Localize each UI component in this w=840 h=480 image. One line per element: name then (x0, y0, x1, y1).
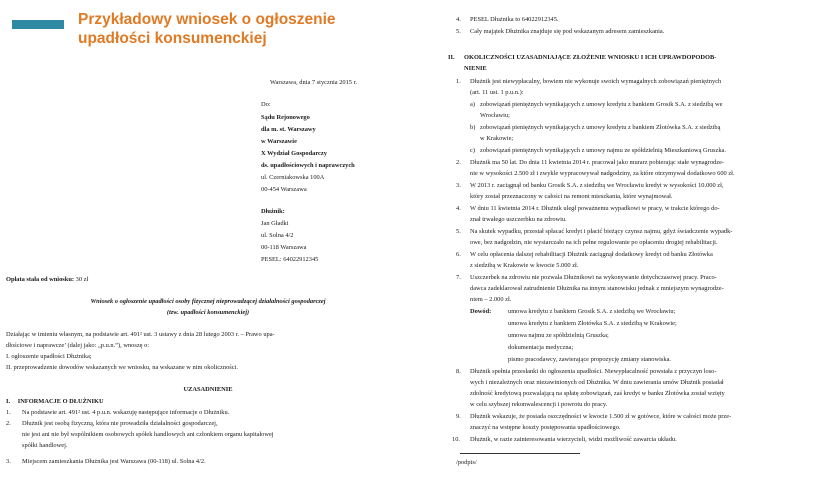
court-address: ul. Czerniakowska 100A (261, 174, 325, 181)
subpoint-text: zobowiązań pieniężnych wynikających z umowy najmu ze spółdzielnią Mieszkaniową Gruszka. (480, 147, 726, 154)
point-text: Cały majątek Dłużnika znajduje się pod wskazanym adresem zamieszkania. (470, 28, 665, 35)
request-item (6, 364, 238, 373)
intro-line: Działając w imieniu własnym, na podstawie art. 491² ust. 3 ustawy z dnia 28 lutego 2003 r. – Prawo upa- (6, 331, 275, 338)
point-text: W celu opłacenia dalszej rehabilitacji Dłużnik zaciągnął dodatkowy kredyt od banku Złotówka (470, 251, 713, 258)
wniosek-title: Wniosek o ogłoszenie upadłości osoby fizycznej nieprowadzącej działalności gospodarczej (90, 298, 326, 305)
point-text: Na skutek wypadku, przestał spłacać kredyt i płacić bieżący czynsz najmu, gdyż świadczenie wypadk- (470, 228, 733, 235)
point-number: 6. (456, 251, 461, 258)
court-line: X Wydział Gospodarczy (261, 150, 327, 157)
fee-line (6, 276, 88, 285)
point-number: 9. (456, 413, 461, 420)
point-text: W dniu 11 kwietnia 2014 r. Dłużnik uległ poważnemu wypadkowi w pracy, w trakcie którego do- (470, 205, 720, 212)
uzasadnienie-heading: UZASADNIENIE (183, 386, 233, 393)
signature-line (460, 453, 580, 454)
point-text: w celu szybszej rekonwalescencji i powrotu do pracy. (470, 401, 608, 408)
request-text: przeprowadzenie dowodów wskazanych we wniosku, na wskazane w nim okoliczności. (13, 364, 238, 371)
section-number: II. (448, 54, 455, 61)
to-label: Do: (261, 101, 271, 108)
court-line: w Warszawie (261, 138, 297, 145)
point-number: 5. (456, 228, 461, 235)
point-text: niem – 2.000 zł. (470, 296, 512, 303)
request-text: ogłoszenie upadłości Dłużnika; (11, 353, 92, 360)
debtor-line: PESEL: 64022912345 (261, 256, 319, 263)
point-number: 4. (456, 205, 461, 212)
point-number: 10. (452, 436, 460, 443)
point-text: dawca zadeklarował zatrudnienie Dłużnika na innym stanowisku jednak z mniejszym wynagrodze- (470, 285, 724, 292)
point-number: 8. (456, 368, 461, 375)
point-text: owe, bez nadgodzin, nie wystarczało na ich pełne regulowanie po opłaceniu drogiej rehabilitacji. (470, 239, 718, 246)
fee-value: 30 zł (75, 276, 89, 283)
subpoint-text: zobowiązań pieniężnych wynikających z umowy kredytu z bankiem Złotówka S.A. z siedzibą (480, 124, 721, 131)
request-number: I. (6, 353, 10, 360)
point-text: wych i niezależnych oraz niezawinionych od Dłużnika. W dniu zawierania umów Dłużnik posiadał (470, 379, 724, 386)
subpoint-letter: c) (470, 147, 475, 154)
point-text: Uszczerbek na zdrowiu nie pozwala Dłużnikowi na wykonywanie dotychczasowej pracy. Praco- (470, 274, 717, 281)
section-title: INFORMACJE O DŁUŻNIKU (17, 398, 104, 405)
intro-line: dłościowe i naprawcze’ (dalej jako: „p.u.n.”), wnoszę o: (6, 342, 150, 349)
subpoint-text: Wrocławiu; (480, 112, 510, 119)
point-text: Dłużnik wskazuje, że posiada oszczędności w kwocie 1.500 zł w gotówce, które w całości może prze- (470, 413, 732, 420)
point-number: 7. (456, 274, 461, 281)
point-text: z siedzibą w Krakowie w kwocie 5.000 zł. (470, 262, 579, 269)
point-text: nie w wysokości 2.500 zł i zwykle wypracowywał nadgodziny, za które otrzymywał dodatkowo 600 zł. (470, 170, 735, 177)
point-number: 3. (6, 458, 11, 465)
point-text: Dłużnik ma 50 lat. Do dnia 11 kwietnia 2014 r. pracował jako murarz pobierając stałe wynagrodze- (470, 159, 725, 166)
point-text: nie jest ani nie był wspólnikiem osobowych spółek handlowych ani członkiem organu kapitałowej (22, 431, 274, 438)
request-number: II. (6, 364, 12, 371)
evidence-item: umowa najmu ze spółdzielnią Gruszka; (508, 332, 609, 339)
court-address: 00-454 Warszawa (261, 186, 307, 193)
point-text: znaczyć na wstępne koszty postępowania upadłościowego. (470, 424, 621, 431)
section-title: NIENIE (464, 65, 487, 72)
debtor-line: ul. Solna 4/2 (261, 232, 294, 239)
point-text: (art. 11 ust. 1 p.u.n.): (470, 89, 524, 96)
point-text: spółki handlowej. (22, 442, 68, 449)
accent-bar (12, 20, 64, 29)
point-text: Dłużnik jest osobą fizyczną, która nie prowadziła działalności gospodarczej, (22, 420, 218, 427)
point-number: 5. (456, 28, 461, 35)
subpoint-text: zobowiązań pieniężnych wynikających z umowy kredytu z bankiem Grosik S.A. z siedzibą we (480, 101, 723, 108)
evidence-item: umowa kredytu z bankiem Złotówka S.A. z siedzibą w Krakowie; (508, 320, 677, 327)
point-text: Miejscem zamieszkania Dłużnika jest Warszawa (00-118) ul. Solna 4/2. (22, 458, 206, 465)
signature: /podpis/ (456, 459, 477, 466)
dowod-label: Dowód: (470, 308, 492, 315)
debtor-line: Jan Gładki (261, 220, 289, 227)
point-number: 1. (456, 78, 461, 85)
court-line: Sądu Rejonowego (261, 114, 310, 121)
point-text: Dłużnik jest niewypłacalny, bowiem nie wykonuje swoich wymagalnych zobowiązań pieniężnych (470, 78, 722, 85)
point-text: Na podstawie art. 491² ust. 4 p.u.n. wskazuję następujące informacje o Dłużniku. (22, 409, 230, 416)
section-number: I. (6, 398, 11, 405)
wniosek-subtitle: (tzw. upadłości konsumenckiej) (166, 309, 250, 316)
point-text: Dłużnik, w razie zainteresowania wierzycieli, widzi możliwość zawarcia układu. (470, 436, 677, 443)
subpoint-letter: b) (470, 124, 476, 131)
point-number: 1. (6, 409, 11, 416)
debtor-label: Dłużnik: (261, 208, 285, 215)
point-number: 3. (456, 182, 461, 189)
debtor-line: 00-118 Warszawa (261, 244, 307, 251)
point-text: zdolność kredytową pozwalającą na spłatę zobowiązań, zaś kredyt w banku Złotówka został wzięty (470, 390, 725, 397)
subpoint-letter: a) (470, 101, 475, 108)
point-number: 2. (456, 159, 461, 166)
point-text: Dłużnik spełnia przesłanki do ogłoszenia upadłości. Niewypłacalność powstała z przyczyn loso- (470, 368, 717, 375)
evidence-item: dokumentacja medyczna; (508, 344, 574, 351)
evidence-item: pismo pracodawcy, zawierające propozycję zmiany stanowiska. (508, 356, 672, 363)
point-text: który został przeznaczony w całości na remont mieszkania, które wynajmował. (470, 193, 673, 200)
document-title: Przykładowy wniosek o ogłoszenie upadłości konsumenckiej (78, 11, 336, 47)
section-title: OKOLICZNOŚCI UZASADNIAJĄCE ZŁOŻENIE WNIOSKU I ICH UPRAWDOPODOB- (464, 54, 717, 61)
evidence-item: umowa kredytu z bankiem Grosik S.A. z siedzibą we Wrocławiu; (508, 308, 676, 315)
subpoint-text: w Krakowie; (480, 135, 514, 142)
point-text: znał trwałego uszczerbku na zdrowiu. (470, 216, 567, 223)
point-text: PESEL Dłużnika to 64022912345. (470, 16, 559, 23)
section-heading (6, 398, 104, 407)
fee-label: Opłata stała od wniosku: (6, 276, 75, 283)
point-text: W 2013 r. zaciągnął od banku Grosik S.A. z siedzibą we Wrocławiu kredyt w wysokości 10.000 zł, (470, 182, 724, 189)
request-item (6, 353, 92, 362)
point-number: 4. (456, 16, 461, 23)
point-number: 2. (6, 420, 11, 427)
court-line: dla m. st. Warszawy (261, 126, 316, 133)
place-date: Warszawa, dnia 7 stycznia 2015 r. (270, 79, 357, 86)
court-line: ds. upadłościowych i naprawczych (261, 162, 355, 169)
